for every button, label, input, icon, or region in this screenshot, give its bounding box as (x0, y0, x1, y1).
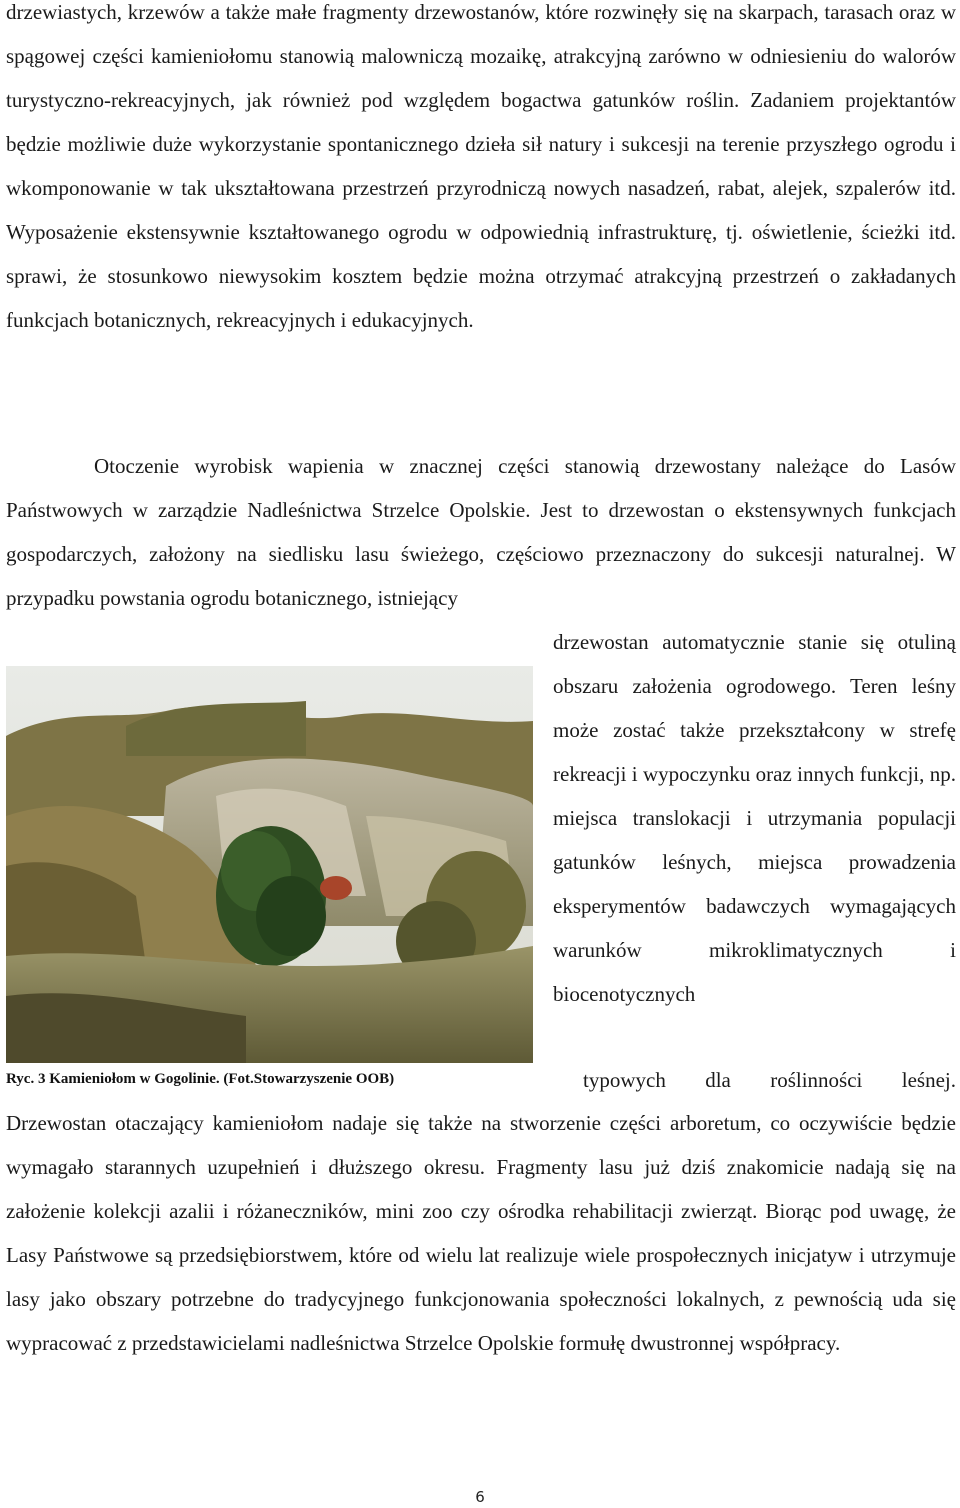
wrapped-text-last-line: typowych dla roślinności leśnej. (583, 1068, 956, 1092)
paragraph-2: Otoczenie wyrobisk wapienia w znacznej części stanowią drzewostany należące do Lasów Państwowych w zarządzie Nadleśnictwa Strzelce Opolskie. Jest to drzewostan o ekstensywnych funkcjach gospodarczych, założony na siedlisku lasu świeżego, częściowo przeznaczony do sukcesji naturalnej. W przypadku powstania ogrodu botanicznego, istniejący (6, 454, 956, 610)
wrapped-text: drzewostan automatycznie stanie się otuliną obszaru założenia ogrodowego. Teren leśny może zostać także przekształcony w strefę rekreacji i wypoczynku oraz innych funkcji, np. miejsca translokacji i utrzymania populacji gatunków leśnych, miejsca prowadzenia eksperymentów badawczych wymagających warunków mikroklimatycznych i biocenotycznych (553, 630, 956, 1006)
page-number: 6 (475, 1488, 485, 1506)
paragraph-1: drzewiastych, krzewów a także małe fragmenty drzewostanów, które rozwinęły się na skarpach, tarasach oraz w spągowej części kamieniołomu stanowią malowniczą mozaikę, atrakcyjną zarówno w odniesieniu do walorów turystyczno-rekreacyjnych, jak również pod względem bogactwa gatunków roślin. Zadaniem projektantów będzie możliwie duże wykorzystanie spontanicznego dzieła sił natury i sukcesji na terenie przyszłego ogrodu i wkomponowanie w tak ukształtowana przestrzeń przyrodniczą nowych nasadzeń, rabat, alejek, szpalerów itd. Wyposażenie ekstensywnie kształtowanego ogrodu w odpowiednią infrastrukturę, tj. oświetlenie, ścieżki itd. sprawi, że stosunkowo niewysokim kosztem będzie można otrzymać atrakcyjną przestrzeń o zakładanych funkcjach botanicznych, rekreacyjnych i edukacyjnych. (6, 0, 956, 332)
figure-caption: Ryc. 3 Kamieniołom w Gogolinie. (Fot.Stowarzyszenie OOB) (6, 1071, 395, 1087)
paragraph-3: Drzewostan otaczający kamieniołom nadaje się także na stworzenie części arboretum, co oczywiście będzie wymagało starannych uzupełnień i dłuższego okresu. Fragmenty lasu już dziś znakomicie nadają się na założenie kolekcji azalii i różaneczników, mini zoo czy ośrodka rehabilitacji zwierząt. Biorąc pod uwagę, że Lasy Państwowe są przedsiębiorstwem, które od wielu lat realizuje wiele prospołecznych inicjatyw i utrzymuje lasy jako obszary potrzebne do tradycyjnego funkcjonowania społeczności lokalnych, z pewnością uda się wypracować z przedstawicielami nadleśnictwa Strzelce Opolskie formułę dwustronnej współpracy. (6, 1111, 956, 1355)
quarry-photo (6, 666, 533, 1063)
